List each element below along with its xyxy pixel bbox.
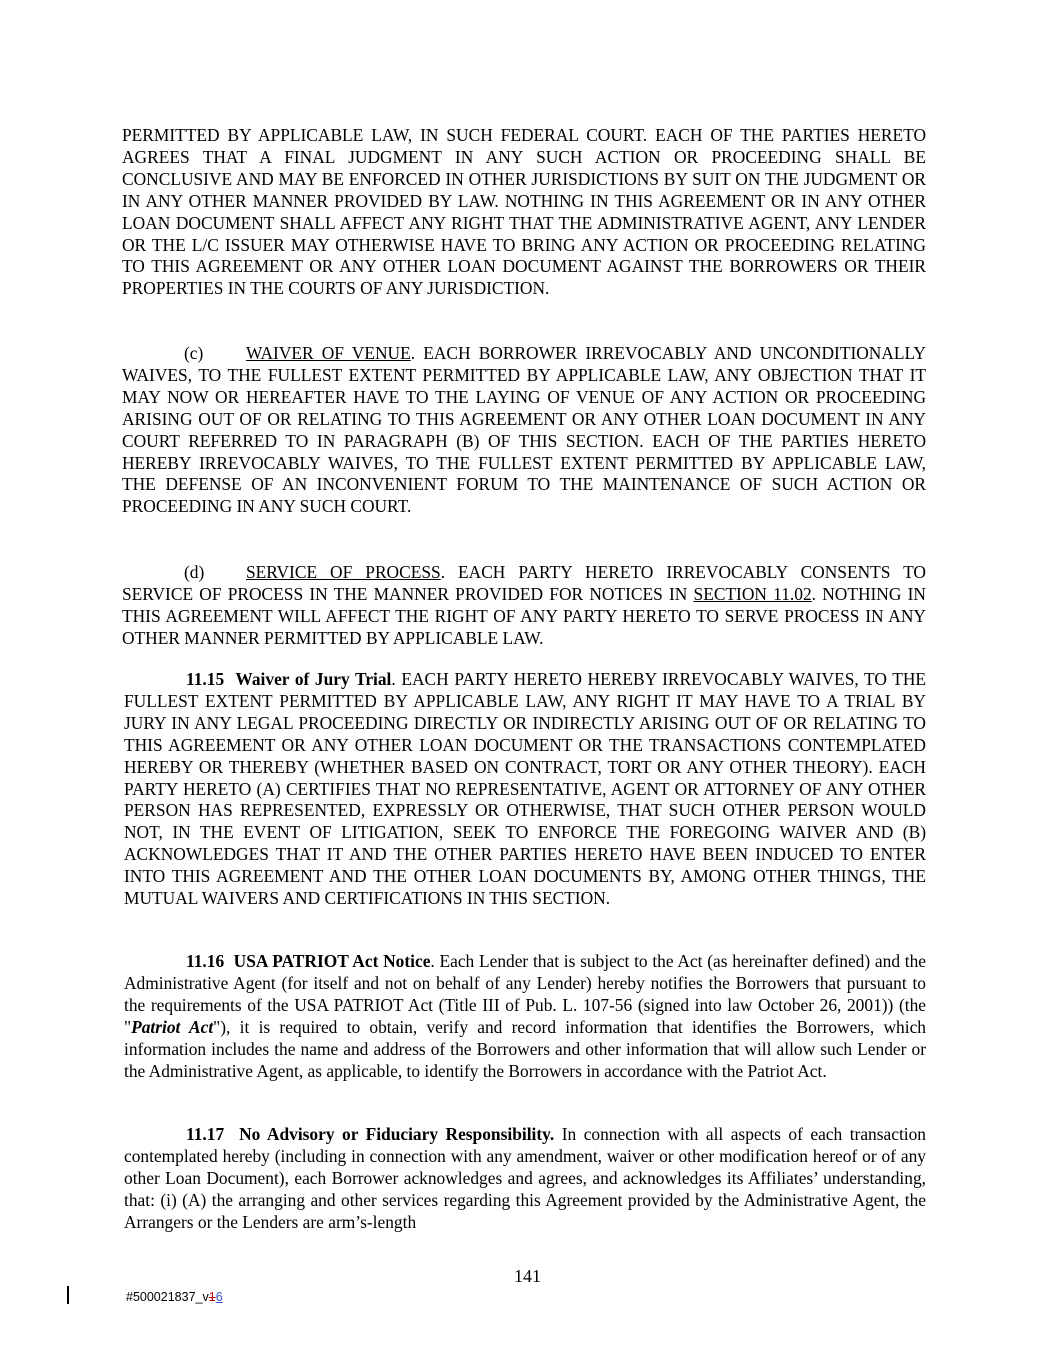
paragraph-consent-jurisdiction <box>122 125 926 300</box>
section-text: . Each Lender that is subject to the Act (as hereinafter defined) and the Administrative Agent (for itself and not on behalf of any Lender) hereby notifies the Borrowers that pursuant to the requirements of the USA PATRIOT Act (Title III of Pub. L. 107-56 (signed into law October 26, 2001)) (the " <box>124 951 926 1037</box>
section-text: . EACH PARTY HERETO HEREBY IRREVOCABLY WAIVES, TO THE FULLEST EXTENT PERMITTED BY APPLICABLE LAW, ANY RIGHT IT MAY HAVE TO A TRIAL BY JURY IN ANY LEGAL PROCEEDING DIRECTLY OR INDIRECTLY ARISING OUT OF OR RELATING TO THIS AGREEMENT OR ANY OTHER LOAN DOCUMENT OR THE TRANSACTIONS CONTEMPLATED HEREBY OR THEREBY (WHETHER BASED ON CONTRACT, TORT OR ANY OTHER THEORY). EACH PARTY HERETO (A) CERTIFIES THAT NO REPRESENTATIVE, AGENT OR ATTORNEY OF ANY OTHER PERSON HAS REPRESENTED, EXPRESSLY OR OTHERWISE, THAT SUCH OTHER PERSON WOULD NOT, IN THE EVENT OF LITIGATION, SEEK TO ENFORCE THE FOREGOING WAIVER AND (B) ACKNOWLEDGES THAT IT AND THE OTHER PARTIES HERETO HAVE BEEN INDUCED TO ENTER INTO THIS AGREEMENT AND THE OTHER LOAN DOCUMENTS BY, AMONG OTHER THINGS, THE MUTUAL WAIVERS AND CERTIFICATIONS IN THIS SECTION. <box>124 669 927 909</box>
section-number: 11.16 <box>186 951 225 971</box>
inserted-version: 6 <box>215 1290 223 1304</box>
section-reference: SECTION 11.02 <box>693 583 812 604</box>
document-id-footer <box>126 1287 223 1309</box>
paragraph-label: (c) <box>184 343 204 363</box>
page-number: 141 <box>514 1266 541 1286</box>
paragraph-label: (d) <box>184 562 205 582</box>
section-text: In connection with all aspects of each transaction contemplated hereby (including in connection with any amendment, waiver or other modification hereof or of any other Loan Document), each Borrower acknowledges and agrees, and acknowledges its Affiliates’ understanding, that: (i) (A) the arranging and other services regarding this Agreement provided by the Administrative Agent, the Arrangers or the Lenders are arm’s-length <box>124 1124 926 1232</box>
defined-term: Patriot Act <box>131 1016 214 1037</box>
paragraph-text: PERMITTED BY APPLICABLE LAW, IN SUCH FEDERAL COURT. EACH OF THE PARTIES HERETO AGREES THAT A FINAL JUDGMENT IN ANY SUCH ACTION OR PROCEEDING SHALL BE CONCLUSIVE AND MAY BE ENFORCED IN OTHER JURISDICTIONS BY SUIT ON THE JUDGMENT OR IN ANY OTHER MANNER PROVIDED BY LAW. NOTHING IN THIS AGREEMENT OR IN ANY OTHER LOAN DOCUMENT SHALL AFFECT ANY RIGHT THAT THE ADMINISTRATIVE AGENT, ANY LENDER OR THE L/C ISSUER MAY OTHERWISE HAVE TO BRING ANY ACTION OR PROCEEDING RELATING TO THIS AGREEMENT OR ANY OTHER LOAN DOCUMENT AGAINST THE BORROWERS OR THEIR PROPERTIES IN THE COURTS OF ANY JURISDICTION. <box>122 125 926 299</box>
section-heading: Waiver of Jury Trial <box>235 669 392 689</box>
section-number: 11.17 <box>186 1124 225 1144</box>
section-number: 11.15 <box>186 669 225 689</box>
paragraph-text: . NOTHING IN THIS AGREEMENT WILL AFFECT THE RIGHT OF ANY PARTY HERETO TO SERVE PROCESS IN ANY OTHER MANNER PERMITTED BY APPLICABLE LAW. <box>122 583 926 648</box>
section-11-16 <box>124 951 926 1082</box>
revision-change-bar <box>67 1286 69 1304</box>
paragraph-text: . EACH PARTY HERETO IRREVOCABLY CONSENTS TO SERVICE OF PROCESS IN THE MANNER PROVIDED FOR NOTICES IN <box>122 562 926 604</box>
section-heading: USA PATRIOT Act Notice <box>233 951 431 971</box>
section-heading: No Advisory or Fiduciary Responsibility. <box>239 1124 555 1144</box>
section-text: "), it is required to obtain, verify and record information that identifies the Borrowers, which information includes the name and address of the Borrowers and other information that will allow such Lender or the Administrative Agent, as applicable, to identify the Borrowers in accordance with the Patriot Act. <box>124 1016 926 1081</box>
section-11-15 <box>124 669 926 910</box>
paragraph-text: . EACH BORROWER IRREVOCABLY AND UNCONDITIONALLY WAIVES, TO THE FULLEST EXTENT PERMITTED BY APPLICABLE LAW, ANY OBJECTION THAT IT MAY NOW OR HEREAFTER HAVE TO THE LAYING OF VENUE OF ANY ACTION OR PROCEEDING ARISING OUT OF OR RELATING TO THIS AGREEMENT OR ANY OTHER LOAN DOCUMENT IN ANY COURT REFERRED TO IN PARAGRAPH (B) OF THIS SECTION. EACH OF THE PARTIES HERETO HEREBY IRREVOCABLY WAIVES, TO THE FULLEST EXTENT PERMITTED BY APPLICABLE LAW, THE DEFENSE OF AN INCONVENIENT FORUM TO THE MAINTENANCE OF SUCH ACTION OR PROCEEDING IN ANY SUCH COURT. <box>122 343 926 517</box>
section-11-17 <box>124 1124 926 1234</box>
paragraph-waiver-of-venue <box>122 343 926 518</box>
deleted-version: 1 <box>208 1290 216 1304</box>
doc-id: #500021837_v <box>126 1290 209 1304</box>
paragraph-heading: WAIVER OF VENUE <box>246 343 411 363</box>
paragraph-heading: SERVICE OF PROCESS <box>246 562 441 582</box>
paragraph-service-of-process <box>122 562 926 650</box>
